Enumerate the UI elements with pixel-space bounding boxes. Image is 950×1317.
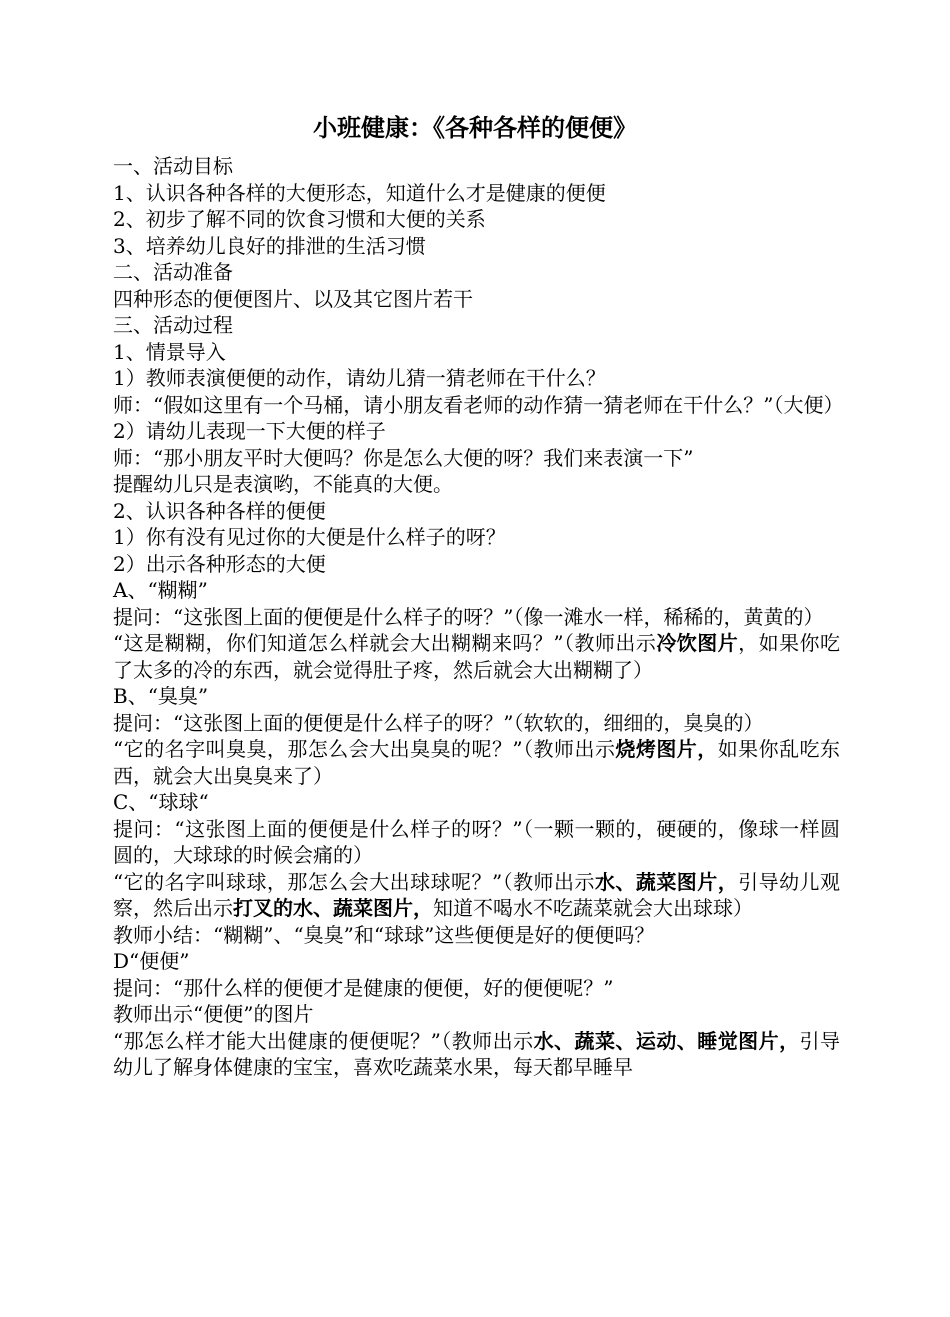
paragraph-health: [113, 1028, 840, 1081]
step-heading-types: 2、认识各种各样的便便: [113, 498, 326, 523]
goal-item-3: 3、培养幼儿良好的排泄的生活习惯: [113, 233, 426, 258]
paragraph: 提醒幼儿只是表演哟，不能真的大便。: [113, 472, 453, 496]
step-heading-intro: 1、情景导入: [113, 339, 226, 364]
text: 知道不喝水不吃蔬菜就会大出球球）: [433, 896, 753, 920]
subheading-b: B、“臭臭”: [113, 684, 209, 708]
paragraph: 1）你有没有见过你的大便是什么样子的呀？: [113, 525, 506, 549]
paragraph: 1）教师表演便便的动作，请幼儿猜一猜老师在干什么？: [113, 366, 606, 390]
text: 如果你乱吃东西，就会大出臭臭来了）: [113, 737, 841, 788]
bold-text: 烧烤图片，: [615, 737, 718, 761]
paragraph: 提问：“这张图上面的便便是什么样子的呀？”（像一滩水一样，稀稀的，黄黄的）: [113, 604, 824, 629]
document-body: [113, 153, 844, 1081]
text: 引导幼儿观察，然后出示: [113, 869, 841, 920]
text: “它的名字叫球球，那怎么会大出球球呢？”（教师出示: [113, 869, 595, 894]
paragraph: 提问：“这张图上面的便便是什么样子的呀？”（一颗一颗的，硬硬的，像球一样圆圆的，大球球的时候会痛的）: [113, 816, 840, 867]
paragraph: 提问：“那什么样的便便才是健康的便便，好的便便呢？”: [113, 975, 614, 1000]
bold-text: 水、蔬菜图片，: [594, 869, 739, 894]
subheading-a: A、“糊糊”: [113, 578, 208, 602]
goal-item-2: 2、初步了解不同的饮食习惯和大便的关系: [113, 207, 486, 231]
text: “它的名字叫臭臭，那怎么会大出臭臭的呢？”（教师出示: [113, 737, 616, 761]
subheading-c: C、“球球“: [113, 790, 209, 814]
bold-text: 水、蔬菜、运动、睡觉图片，: [533, 1028, 800, 1053]
paragraph: 提问：“这张图上面的便便是什么样子的呀？”（软软的，细细的，臭臭的）: [113, 710, 764, 735]
subheading-d: D“便便”: [113, 949, 190, 973]
bold-text: 打叉的水、蔬菜图片，: [233, 896, 433, 920]
paragraph-hu: [113, 630, 840, 683]
text: ，如果你吃了太多的冷的东西，就会觉得肚子疼，然后就会大出糊糊了）: [113, 631, 841, 682]
paragraph-chou: [113, 736, 840, 789]
paragraph: 2）出示各种形态的大便: [113, 551, 326, 576]
preparation-text: 四种形态的便便图片、以及其它图片若干: [113, 286, 473, 311]
paragraph-qiu: [113, 869, 840, 922]
bold-text: 冷饮图片: [656, 631, 739, 655]
paragraph: 教师出示“便便”的图片: [113, 1002, 314, 1026]
text: “这是糊糊，你们知道怎么样就会大出糊糊来吗？”（教师出示: [113, 631, 657, 655]
teacher-summary: 教师小结：“糊糊”、“臭臭”和“球球”这些便便是好的便便吗？: [113, 922, 655, 947]
paragraph: 师：“假如这里有一个马桶，请小朋友看老师的动作猜一猜老师在干什么？”（大便）: [113, 392, 844, 417]
goal-item-1: 1、认识各种各样的大便形态，知道什么才是健康的便便: [113, 180, 606, 205]
text: “那怎么样才能大出健康的便便呢？”（教师出示: [113, 1028, 534, 1053]
section-heading-preparation: 二、活动准备: [113, 260, 233, 284]
section-heading-process: 三、活动过程: [113, 313, 233, 337]
paragraph: 2）请幼儿表现一下大便的样子: [113, 419, 386, 443]
section-heading-goals: 一、活动目标: [113, 154, 233, 178]
text: 引导幼儿了解身体健康的宝宝，喜欢吃蔬菜水果，每天都早睡早: [113, 1028, 841, 1079]
paragraph: 师：“那小朋友平时大便吗？你是怎么大便的呀？我们来表演一下”: [113, 445, 694, 470]
document-title: 小班健康：《各种各样的便便》: [313, 113, 637, 142]
